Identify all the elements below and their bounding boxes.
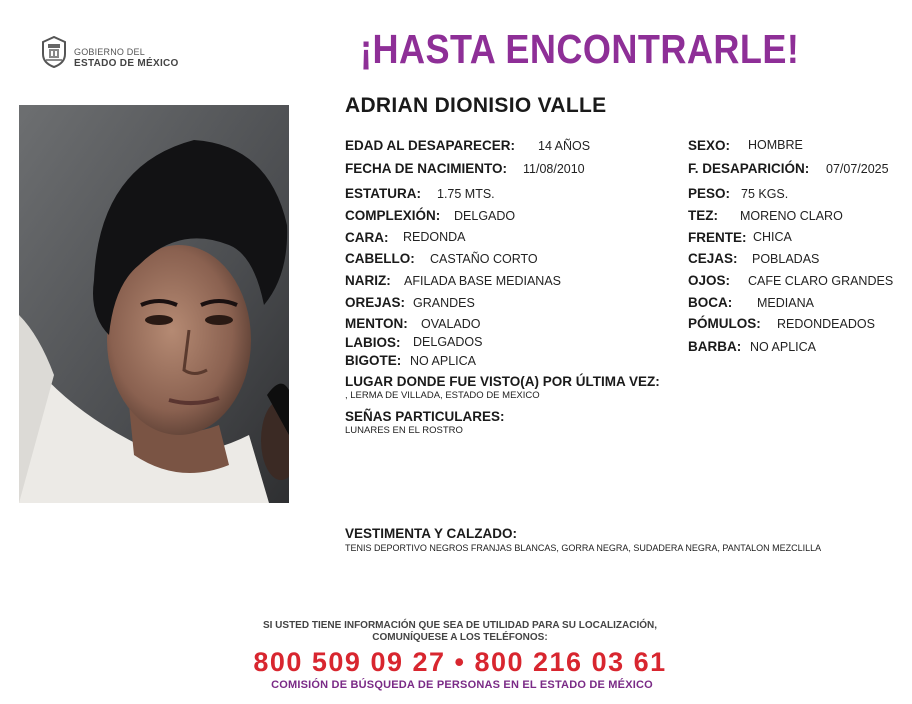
age-value: 14 AÑOS [538,139,591,153]
eyebrows-value: POBLADAS [752,252,820,266]
page-title: ¡HASTA ENCONTRARLE! [360,26,800,72]
chin-label: MENTON: [345,316,408,331]
cheekbones-label: PÓMULOS: [688,316,761,331]
nose-label: NARIZ: [345,273,391,288]
hair-label: CABELLO: [345,251,415,266]
cheekbones-value: REDONDEADOS [777,317,875,331]
person-name: ADRIAN DIONISIO VALLE [345,94,607,117]
mustache-label: BIGOTE: [345,353,402,368]
last-seen-label: LUGAR DONDE FUE VISTO(A) POR ÚLTIMA VEZ: [345,374,660,389]
phone-numbers: 800 509 09 27 • 800 216 03 61 [253,647,667,677]
disappearance-date-value: 07/07/2025 [826,162,889,176]
sex-label: SEXO: [688,138,731,153]
nose-value: AFILADA BASE MEDIANAS [404,274,561,288]
build-label: COMPLEXIÓN: [345,208,441,223]
disappearance-date-label: F. DESAPARICIÓN: [688,161,810,176]
birthdate-label: FECHA DE NACIMIENTO: [345,161,507,176]
weight-value: 75 KGS. [741,187,789,201]
clothing-value: TENIS DEPORTIVO NEGROS FRANJAS BLANCAS, GORRA NEGRA, SUDADERA NEGRA, PANTALON MEZCLILLA [345,543,822,553]
person-portrait [19,105,289,503]
missing-person-photo [19,105,289,503]
face-label: CARA: [345,230,389,245]
height-label: ESTATURA: [345,186,421,201]
chin-value: OVALADO [421,317,481,331]
hair-value: CASTAÑO CORTO [430,252,538,266]
forehead-value: CHICA [753,230,792,244]
skin-tone-value: MORENO CLARO [740,209,843,223]
beard-label: BARBA: [688,339,742,354]
forehead-label: FRENTE: [688,230,747,245]
birthdate-value: 11/08/2010 [523,162,585,176]
age-label: EDAD AL DESAPARECER: [345,138,516,153]
state-seal-icon [40,36,68,68]
last-seen-value: , LERMA DE VILLADA, ESTADO DE MEXICO [345,390,540,401]
government-logo [40,36,190,76]
mustache-value: NO APLICA [410,354,476,368]
eyes-label: OJOS: [688,273,731,288]
lips-label: LABIOS: [345,335,401,350]
height-value: 1.75 MTS. [437,187,495,201]
contact-instructions-line1: SI USTED TIENE INFORMACIÓN QUE SEA DE UTILIDAD PARA SU LOCALIZACIÓN, [262,620,658,631]
marks-value: LUNARES EN EL ROSTRO [345,425,463,436]
clothing-label: VESTIMENTA Y CALZADO: [345,526,518,541]
ears-value: GRANDES [413,296,475,310]
beard-value: NO APLICA [750,340,816,354]
gov-line1: GOBIERNO DEL [74,47,145,57]
eyes-value: CAFE CLARO GRANDES [748,274,894,288]
skin-tone-label: TEZ: [688,208,718,223]
contact-instructions-line2: COMUNÍQUESE A LOS TELÉFONOS: [372,632,548,643]
gov-line2: ESTADO DE MÉXICO [74,58,179,69]
marks-label: SEÑAS PARTICULARES: [345,409,505,424]
sex-value: HOMBRE [748,138,803,152]
eyebrows-label: CEJAS: [688,251,738,266]
ears-label: OREJAS: [345,295,406,310]
mouth-value: MEDIANA [757,296,814,310]
contact-instructions [0,620,912,644]
face-value: REDONDA [403,230,466,244]
build-value: DELGADO [454,209,516,223]
mouth-label: BOCA: [688,295,733,310]
lips-value: DELGADOS [413,335,483,349]
commission-name: COMISIÓN DE BÚSQUEDA DE PERSONAS EN EL ESTADO DE MÉXICO [271,679,653,691]
weight-label: PESO: [688,186,731,201]
